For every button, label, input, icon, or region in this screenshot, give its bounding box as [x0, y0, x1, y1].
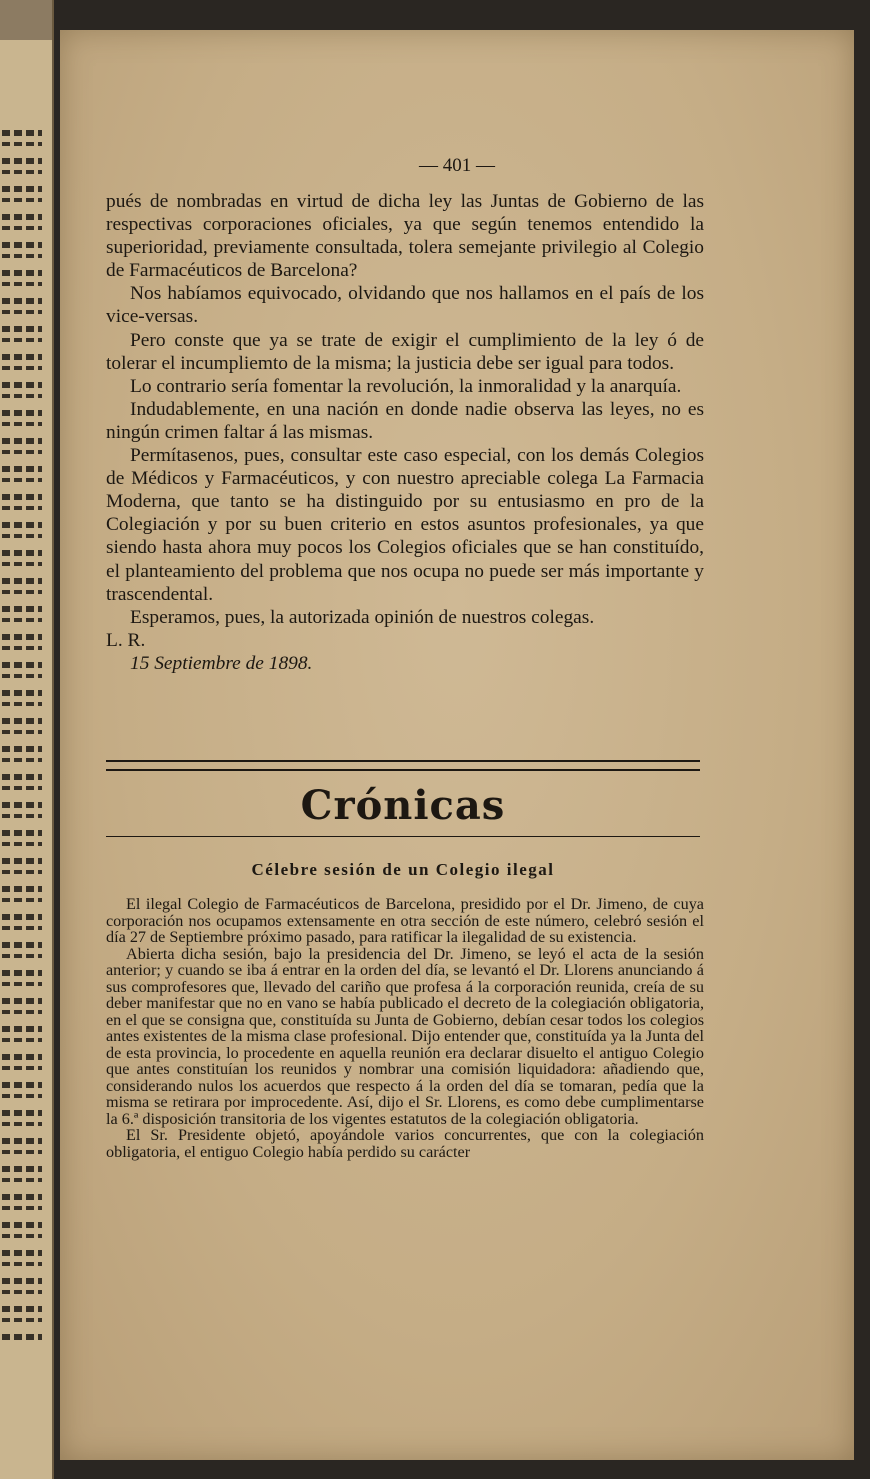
- article-paragraph-5: Indudablemente, en una nación en donde nadie observa las leyes, no es ningún crimen faltar á las mismas.: [106, 398, 704, 443]
- chronicle-paragraph-3: El Sr. Presidente objetó, apoyándole varios concurrentes, que con la colegiación obligatoria, el entiguo Colegio había perdido su carácter: [106, 1126, 704, 1161]
- chronicle-paragraph-1: El ilegal Colegio de Farmacéuticos de Barcelona, presidido por el Dr. Jimeno, de cuya corporación nos ocupamos extensamente en otra sección de este número, celebró sesión el día 27 de Septiembre próximo pasado, para ratificar la ilegalidad de su existencia.: [106, 895, 704, 946]
- article-paragraph-4: Lo contrario sería fomentar la revolución, la inmoralidad y la anarquía.: [130, 375, 682, 397]
- binding-top-edge: [0, 0, 52, 40]
- article-paragraph-1: pués de nombradas en virtud de dicha ley las Juntas de Gobierno de las respectivas corporaciones oficiales, ya que según tenemos entendido la superioridad, previamente consultada, tolera semejante privilegio al Colegio de Farmacéuticos de Barcelona?: [106, 191, 704, 282]
- section-divider-single: [106, 836, 700, 837]
- document-page: [60, 30, 854, 1460]
- page-number: — 401 —: [419, 155, 495, 176]
- section-divider-double: [106, 760, 700, 771]
- section-title: Crónicas: [300, 782, 506, 829]
- article-paragraph-7: Esperamos, pues, la autorizada opinión de nuestros colegas.: [130, 606, 595, 628]
- article-signature: L. R.: [106, 629, 146, 651]
- book-binding: [0, 0, 54, 1479]
- chronicle-paragraph-2: Abierta dicha sesión, bajo la presidencia del Dr. Jimeno, se leyó el acta de la sesión anterior; y cuando se iba á entrar en la orden del día, se levantó el Dr. Llorens anunciando á sus comprofesores que, llevado del cariño que profesa á la corporación reunida, creía de su deber manifestar que no en vano se había publicado el decreto de la colegiación obligatoria, en el que se consigna que, constituída su Junta de Gobierno, debían cesar todos los colegios antes existentes de la misma clase profesional. Dijo entender que, constituída ya la Junta del de esta provincia, lo procedente en aquella reunión era declarar disuelto el antiguo Colegio que antes constituían los reunidos y nombrar una comisión liquidadora: añadiendo que, considerando nulos los acuerdos que respecto á la orden del día se tomaran, pedía que la misma se retirara por improcedente. Así, dijo el Sr. Llorens, es como debe cumplimentarse la 6.ª disposición transitoria de los vigentes estatutos de la colegiación obligatoria.: [106, 944, 704, 1128]
- binding-ornament: [2, 130, 42, 1340]
- article-paragraph-6: Permítasenos, pues, consultar este caso especial, con los demás Colegios de Médicos y Farmacéuticos, y con nuestro apreciable colega La Farmacia Moderna, que tanto se ha distinguido por su entusiasmo en pro de la Colegiación y por su buen criterio en estos asuntos profesionales, ya que siendo hasta ahora muy pocos los Colegios oficiales que se han constituído, el planteamiento del problema que nos ocupa no puede ser más importante y trascendental.: [106, 445, 704, 605]
- article-date: 15 Septiembre de 1898.: [130, 652, 313, 674]
- article-body: [106, 190, 704, 675]
- chronicle-body: [106, 896, 704, 1160]
- article-paragraph-2: Nos habíamos equivocado, olvidando que nos hallamos en el país de los vice-versas.: [106, 283, 704, 328]
- article-paragraph-3: Pero conste que ya se trate de exigir el cumplimiento de la ley ó de tolerar el incumpliemto de la misma; la justicia debe ser igual para todos.: [106, 329, 704, 374]
- section-subtitle: Célebre sesión de un Colegio ilegal: [251, 860, 555, 879]
